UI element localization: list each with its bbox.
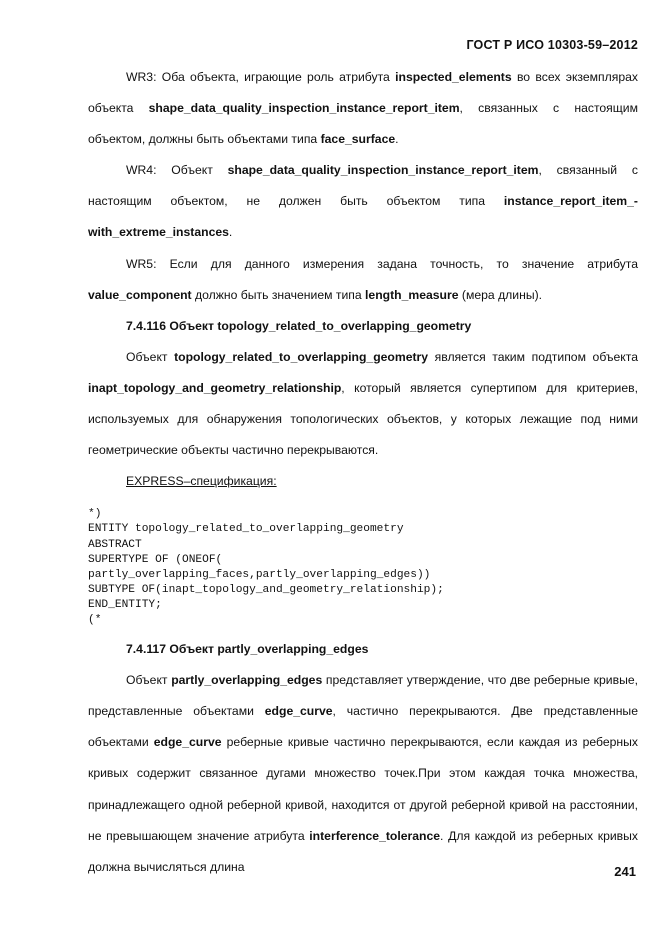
section-heading-117: 7.4.117 Объект partly_overlapping_edges	[126, 642, 369, 657]
term-report-item: shape_data_quality_inspection_instance_report_item	[148, 101, 460, 116]
paragraph-wr3	[88, 62, 638, 155]
document-body	[88, 62, 638, 883]
paragraph-wr4	[88, 155, 638, 248]
term-topology-related: topology_related_to_overlapping_geometry	[174, 349, 429, 364]
express-spec-label	[88, 466, 638, 497]
text-run: должно быть значением типа	[191, 287, 366, 302]
text-run: является таким подтипом объекта	[428, 349, 638, 364]
text-run: , частично перекрываются. Две представленные объектами	[88, 704, 638, 750]
section-heading-116: 7.4.116 Объект topology_related_to_overlapping_geometry	[126, 318, 472, 333]
text-run: WR5: Если для данного измерения задана точность, то значение атрибута	[126, 256, 638, 271]
text-run: реберные кривые частично перекрываются, если каждая из реберных кривых содержит связанное дугами множество точек.При этом каждая точка множества, принадлежащего одной реберной кривой, находится от другой реберной кривой на расстоянии, не превышающем значение атрибута	[88, 735, 638, 843]
term-length-measure: length_measure	[365, 287, 459, 302]
text-run: , который является супертипом для критериев, используемых для обнаружения топологических объектов, у которых лежащие под ними геометрические объекты частично перекрываются.	[88, 380, 638, 458]
term-partly-overlapping-edges: partly_overlapping_edges	[171, 673, 323, 688]
term-edge-curve: edge_curve	[264, 704, 333, 719]
term-report-item: shape_data_quality_inspection_instance_report_item	[227, 163, 539, 178]
text-run: .	[395, 132, 399, 147]
paragraph-wr5	[88, 249, 638, 311]
term-inspected-elements: inspected_elements	[395, 70, 512, 84]
term-face-surface: face_surface	[320, 132, 396, 147]
text-run: .	[228, 225, 233, 240]
text-run: , связанный с настоящим объектом, не должен быть объектом типа	[88, 163, 638, 209]
text-run: Объект	[126, 673, 172, 688]
term-edge-curve: edge_curve	[153, 735, 222, 750]
express-spec-label-text: EXPRESS–спецификация:	[126, 474, 277, 489]
text-run: представляет утверждение, что две реберные кривые, представленные объектами	[88, 673, 638, 719]
text-run: WR4: Объект	[126, 163, 228, 178]
page-number: 241	[614, 864, 636, 879]
text-run: . Для каждой из реберных кривых должна вычисляться длина	[88, 828, 638, 874]
term-value-component: value_component	[88, 287, 192, 302]
text-run: WR3: Оба объекта, играющие роль атрибута	[126, 70, 396, 84]
text-run: (мера длины).	[458, 287, 543, 302]
paragraph-117-description	[88, 665, 638, 883]
text-run: во всех экземплярах объекта	[88, 70, 638, 116]
text-run: Объект	[126, 349, 175, 364]
standard-code-header: ГОСТ Р ИСО 10303-59–2012	[466, 38, 638, 52]
paragraph-116-description	[88, 342, 638, 466]
express-code-block: *) ENTITY topology_related_to_overlapping_geometry ABSTRACT SUPERTYPE OF (ONEOF( partly_overlapping_faces,partly_overlapping_edges)) SUBTYPE OF(inapt_topology_and_geometry_relationship); END_ENTITY; (*	[88, 508, 444, 626]
term-inapt-relationship: inapt_topology_and_geometry_relationship	[88, 380, 342, 395]
term-interference-tolerance: interference_tolerance	[309, 828, 441, 843]
text-run: , связанных с настоящим объектом, должны быть объектами типа	[88, 101, 638, 147]
term-extreme-instances: instance_report_item_-with_extreme_instances	[88, 194, 638, 240]
